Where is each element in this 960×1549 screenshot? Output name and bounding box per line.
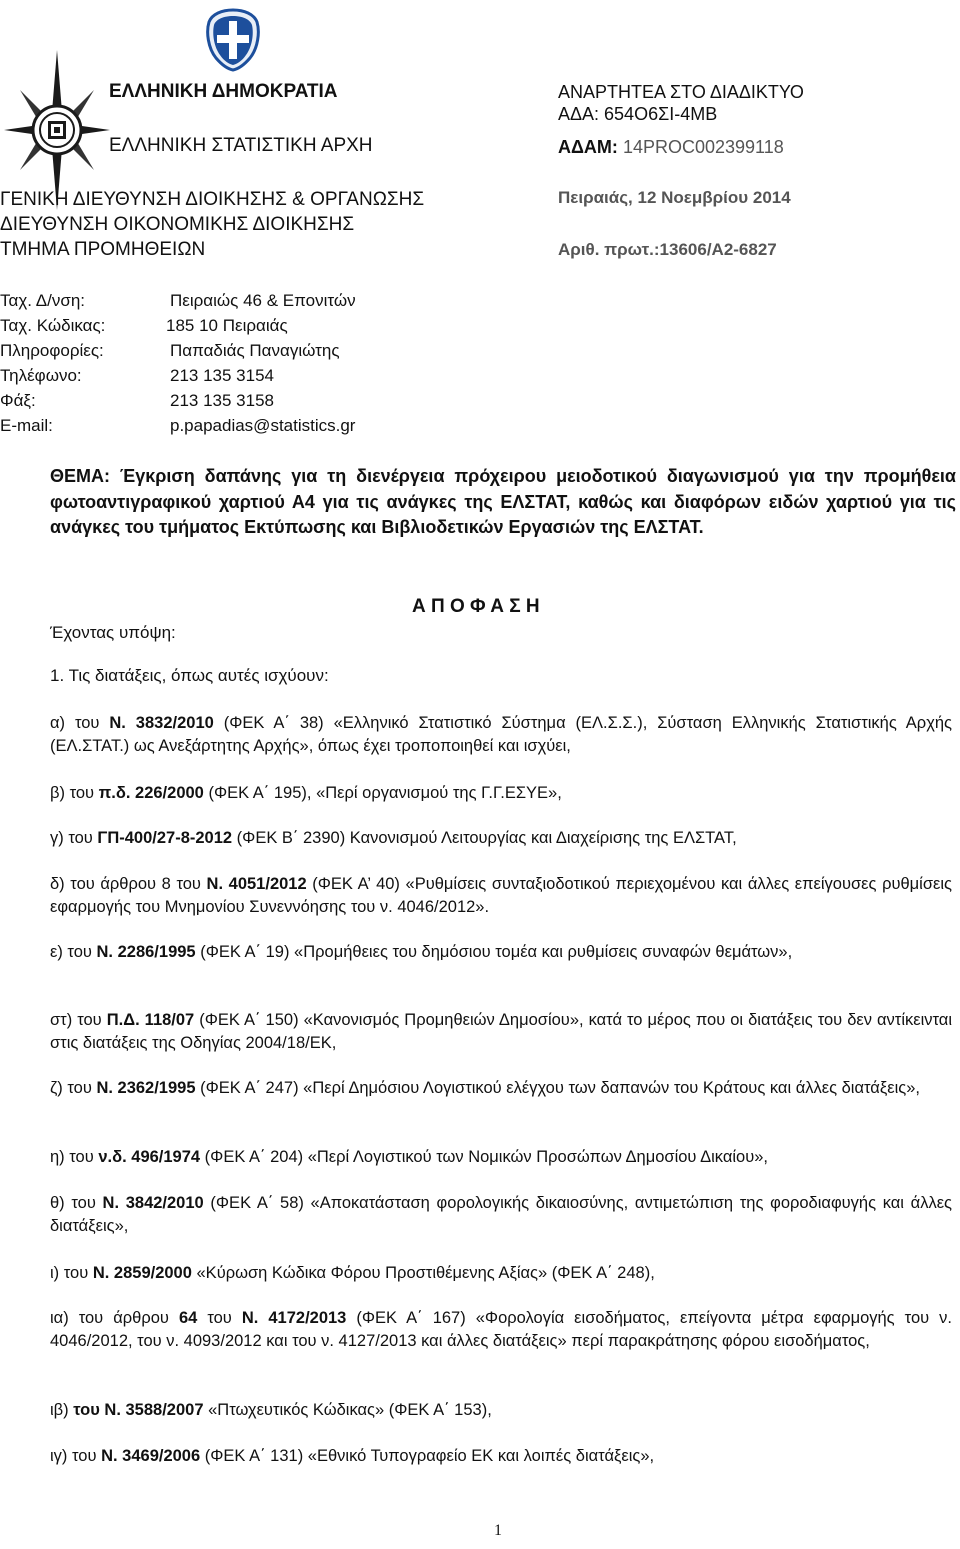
provision-z: ζ) του Ν. 2362/1995 (ΦΕΚ Α΄ 247) «Περί Δημόσιου Λογιστικού ελέγχου των δαπανών του Κράτους και άλλες διατάξεις», — [50, 1079, 920, 1097]
provision-ia: ια) του άρθρου 64 του Ν. 4172/2013 (ΦΕΚ Α΄ 167) «Φορολογία εισοδήματος, επείγοντα μέτρα εφαρμογής του ν. 4046/2012, του ν. 4093/2012 και του ν. 4127/2013 και άλλες διατάξεις» περί παρακράτησης φόρου εισοδήματος, — [50, 1309, 952, 1350]
protocol-number: Αριθ. πρωτ.:13606/Α2-6827 — [558, 240, 777, 259]
adam-value: 14PROC002399118 — [622, 137, 784, 157]
subject: ΘΕΜΑ: Έγκριση δαπάνης για τη διενέργεια πρόχειρου μειοδοτικού διαγωνισμού για την προμήθεια φωτοαντιγραφικού χαρτιού Α4 για τις ανάγκες της ΕΛΣΤΑΤ, καθώς και διαφόρων ειδών χαρτιού για τις ανάγκες του τμήματος Εκτύπωσης και Βιβλιοδετικών Εργασιών της ΕΛΣΤΑΤ. — [50, 466, 956, 537]
adam-label: ΑΔΑΜ: — [558, 137, 618, 157]
greek-emblem-icon — [202, 8, 264, 72]
item-1: 1. Τις διατάξεις, όπως αυτές ισχύουν: — [50, 666, 329, 685]
provision-ig: ιγ) του Ν. 3469/2006 (ΦΕΚ Α΄ 131) «Εθνικό Τυπογραφείο ΕΚ και λοιπές διατάξεις», — [50, 1447, 655, 1465]
provision-h: η) του ν.δ. 496/1974 (ΦΕΚ Α΄ 204) «Περί Λογιστικού των Νομικών Προσώπων Δημοσίου Δικαίου», — [50, 1148, 769, 1166]
postal-value: 185 10 Πειραιάς — [166, 316, 288, 335]
ada-code: ΑΔΑ: 654Ο6ΣΙ-4ΜΒ — [558, 104, 718, 124]
header-republic: ΕΛΛΗΝΙΚΗ ΔΗΜΟΚΡΑΤΙΑ — [109, 81, 338, 102]
provision-c: γ) του ΓΠ-400/27-8-2012 (ΦΕΚ Β΄ 2390) Κανονισμού Λειτουργίας και Διαχείρισης της ΕΛΣΤΑΤ, — [50, 829, 737, 847]
header-general-directorate: ΓΕΝΙΚΗ ΔΙΕΥΘΥΝΣΗ ΔΙΟΙΚΗΣΗΣ & ΟΡΓΑΝΩΣΗΣ — [0, 189, 425, 210]
header-directorate: ΔΙΕΥΘΥΝΣΗ ΟΙΚΟΝΟΜΙΚΗΣ ΔΙΟΙΚΗΣΗΣ — [0, 214, 355, 235]
elstat-star-logo-icon — [4, 50, 110, 210]
having-regard: Έχοντας υπόψη: — [50, 623, 176, 642]
header-department: ΤΜΗΜΑ ΠΡΟΜΗΘΕΙΩΝ — [0, 239, 206, 260]
postal-label: Ταχ. Κώδικας: — [0, 316, 106, 335]
provision-b: β) του π.δ. 226/2000 (ΦΕΚ Α΄ 195), «Περί οργανισμού της Γ.Γ.ΕΣΥΕ», — [50, 784, 562, 802]
fax-label: Φάξ: — [0, 391, 36, 410]
phone-label: Τηλέφωνο: — [0, 366, 82, 385]
header-authority: ΕΛΛΗΝΙΚΗ ΣΤΑΤΙΣΤΙΚΗ ΑΡΧΗ — [109, 135, 373, 156]
provision-i: ι) του Ν. 2859/2000 «Κύρωση Κώδικα Φόρου Προστιθέμενης Αξίας» (ΦΕΚ Α΄ 248), — [50, 1264, 655, 1282]
provision-a: α) του Ν. 3832/2010 (ΦΕΚ Α΄ 38) «Ελληνικό Στατιστικό Σύστημα (ΕΛ.Σ.Σ.), Σύσταση Ελληνικής Στατιστικής Αρχής (ΕΛ.ΣΤΑΤ.) ως Ανεξάρτητης Αρχής», όπως έχει τροποποιηθεί και ισχύει, — [50, 714, 952, 755]
address-value: Πειραιώς 46 & Επονιτών — [170, 291, 356, 310]
posted-online-label: ΑΝΑΡΤΗΤΕΑ ΣΤΟ ΔΙΑΔΙΚΤΥΟ — [558, 82, 804, 102]
provision-ib: ιβ) του Ν. 3588/2007 «Πτωχευτικός Κώδικας» (ΦΕΚ Α΄ 153), — [50, 1401, 492, 1419]
email-value: p.papadias@statistics.gr — [170, 416, 356, 435]
adam-code — [558, 136, 784, 158]
provision-th: θ) του Ν. 3842/2010 (ΦΕΚ Α΄ 58) «Αποκατάσταση φορολογικής δικαιοσύνης, αντιμετώπιση της φοροδιαφυγής και άλλες διατάξεις», — [50, 1194, 953, 1235]
provision-e: ε) του Ν. 2286/1995 (ΦΕΚ Α΄ 19) «Προμήθειες του δημόσιου τομέα και ρυθμίσεις συναφών θεμάτων», — [50, 943, 793, 961]
provision-st: στ) του Π.Δ. 118/07 (ΦΕΚ Α΄ 150) «Κανονισμός Προμηθειών Δημοσίου», κατά το μέρος που οι διατάξεις του δεν αντίκεινται στις διατάξεις της Οδηγίας 2004/18/ΕΚ, — [50, 1011, 952, 1052]
email-label: E-mail: — [0, 416, 53, 435]
document-date: Πειραιάς, 12 Νοεμβρίου 2014 — [558, 188, 791, 207]
fax-value: 213 135 3158 — [170, 391, 274, 410]
address-label: Ταχ. Δ/νση: — [0, 291, 86, 310]
info-value: Παπαδιάς Παναγιώτης — [170, 341, 340, 360]
info-label: Πληροφορίες: — [0, 341, 104, 360]
decision-title: Α Π Ο Φ Α Σ Η — [412, 596, 540, 617]
phone-value: 213 135 3154 — [170, 366, 274, 385]
page-number: 1 — [494, 1522, 502, 1539]
provision-d: δ) του άρθρου 8 του Ν. 4051/2012 (ΦΕΚ Α’ 40) «Ρυθμίσεις συνταξιοδοτικού περιεχομένου και άλλες επείγουσες ρυθμίσεις εφαρμογής του Μνημονίου Συνεννόησης του ν. 4046/2012». — [50, 875, 952, 916]
